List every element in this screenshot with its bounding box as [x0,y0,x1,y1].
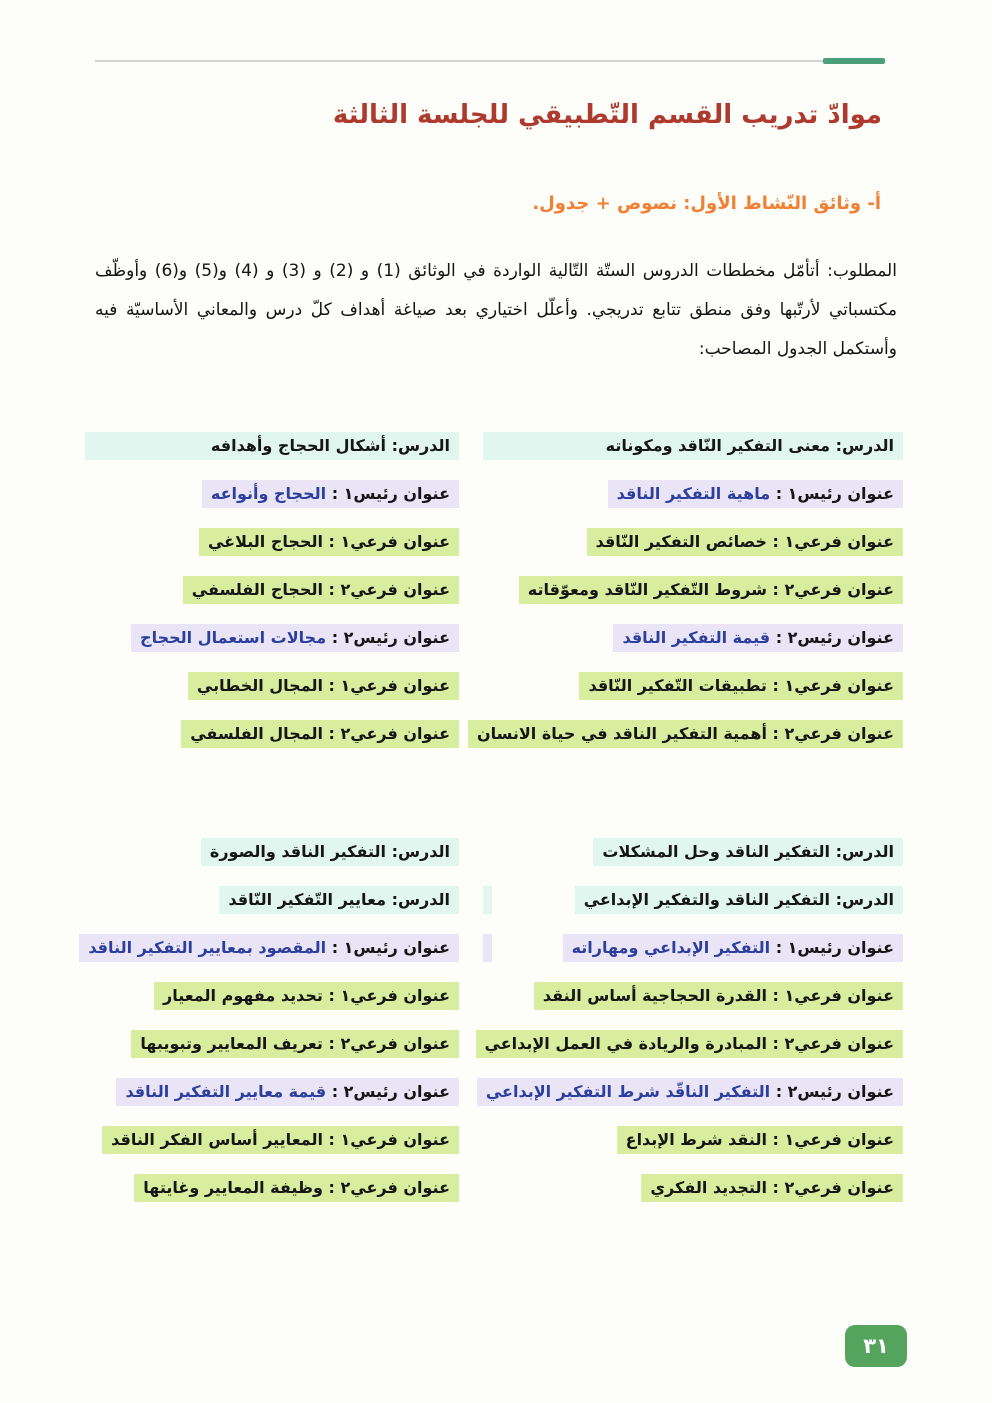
row-label: الدرس: [835,436,894,455]
highlight-band [613,624,903,652]
row-label: عنوان فرعي٢ : [772,724,894,743]
row-label: عنوان فرعي١ : [328,986,450,1005]
row-value: التجديد الفكري [650,1178,767,1197]
highlight-band [131,1030,459,1058]
top-divider [95,60,885,62]
outline-row-main [483,934,903,962]
outline-row-lesson [79,838,459,866]
highlight-band [587,528,903,556]
outline-row-sub [483,672,903,700]
outline-row-sub [79,982,459,1010]
row-label: عنوان فرعي١ : [772,676,894,695]
row-value: المقصود بمعايير التفكير الناقد [88,938,327,957]
page-number-badge: ٣١ [845,1325,907,1367]
row-value: شروط التّفكير النّاقد ومعوّقاته [527,580,767,599]
lesson-outline-groups [85,432,903,1202]
outline-column-left [85,432,459,748]
row-label: عنوان رئيس٢ : [331,1082,450,1101]
highlight-band [202,480,459,508]
highlight-band [199,528,459,556]
highlight-band [201,838,459,866]
row-label: عنوان فرعي١ : [772,1130,894,1149]
row-label: عنوان فرعي٢ : [772,1178,894,1197]
row-value: الحجاج وأنواعه [210,484,327,503]
outline-row-sub [483,528,903,556]
row-value: أهمية التفكير الناقد في حياة الانسان [476,724,767,743]
highlight-band [181,720,459,748]
outline-row-main [85,480,459,508]
row-value: قيمة التفكير الناقد [622,628,771,647]
row-value: أشكال الحجاج وأهدافه [210,436,386,455]
highlight-band [188,672,459,700]
row-label: الدرس: [391,890,450,909]
outline-row-lesson [79,886,459,914]
row-label: عنوان فرعي٢ : [772,580,894,599]
highlight-band [641,1174,903,1202]
row-label: عنوان فرعي١ : [772,986,894,1005]
outline-row-sub [85,720,459,748]
row-label: الدرس: [391,436,450,455]
row-value: التفكير الناقد والتفكير الإبداعي [583,890,830,909]
outline-row-sub [483,1126,903,1154]
outline-row-sub [85,672,459,700]
row-value: تعريف المعايير وتبويبها [140,1034,323,1053]
row-label: عنوان رئيس١ : [331,938,450,957]
row-label: عنوان رئيس١ : [331,484,450,503]
highlight-band [183,576,459,604]
outline-row-main [483,624,903,652]
highlight-band [468,720,903,748]
row-label: عنوان رئيس٢ : [331,628,450,647]
page-title: موادّ تدريب القسم التّطبيقي للجلسة الثالثة [332,100,882,130]
outline-row-lesson [483,432,903,460]
highlight-band [477,1078,903,1106]
lesson-outline-group [85,838,903,1202]
row-label: الدرس: [835,842,894,861]
highlight-band [608,480,903,508]
outline-row-sub [85,528,459,556]
outline-row-main [483,480,903,508]
row-value: قيمة معايير التفكير الناقد [125,1082,327,1101]
highlight-band [593,838,903,866]
row-value: خصائص التفكير النّاقد [595,532,767,551]
outline-row-sub [79,1126,459,1154]
row-value: المجال الخطابي [196,676,323,695]
highlight-band [154,982,459,1010]
highlight-band [476,1030,903,1058]
outline-row-sub [483,1030,903,1058]
row-label: عنوان فرعي٢ : [328,1178,450,1197]
highlight-band [131,624,459,652]
outline-row-main [79,1078,459,1106]
highlight-band [483,432,903,460]
outline-row-main [79,934,459,962]
outline-row-main [85,624,459,652]
row-label: عنوان فرعي١ : [772,532,894,551]
row-value: التفكير الإبداعي ومهاراته [571,938,771,957]
highlight-band [79,934,459,962]
row-value: معايير التّفكير النّاقد [228,890,386,909]
outline-row-main [483,1078,903,1106]
row-value: وظيفة المعايير وغايتها [143,1178,323,1197]
row-value: تحديد مفهوم المعيار [163,986,323,1005]
outline-row-sub [85,576,459,604]
intro-paragraph: المطلوب: أتأمّل مخططات الدروس الستّة التّالية الواردة في الوثائق (1) و (2) و (3) و (4) و(5) و(6) وأوظّف مكتسباتي لأرتّبها وفق منطق تتابع تدريجي. وأعلّل اختياري بعد صياغة أهداف كلّ درس والمعاني الأساسيّة فيه وأستكمل الجدول المصاحب: [95,261,897,360]
row-label: عنوان رئيس١ : [775,484,894,503]
row-label: الدرس: [391,842,450,861]
row-value: القدرة الحجاجية أساس النقد [542,986,767,1005]
row-label: عنوان رئيس٢ : [775,628,894,647]
row-value: التفكير الناقد والصورة [209,842,386,861]
row-value: التفكير الناقد وحل المشكلات [602,842,830,861]
outline-row-lesson [483,886,903,914]
top-divider-accent [823,58,885,64]
row-label: عنوان فرعي٢ : [328,1034,450,1053]
row-label: عنوان رئيس٢ : [775,1082,894,1101]
outline-column-left [79,838,459,1202]
row-value: التفكير الناقّد شرط التفكير الإبداعي [485,1082,771,1101]
outline-row-sub [483,982,903,1010]
outline-row-lesson [85,432,459,460]
row-label: الدرس: [835,890,894,909]
outline-column-right [483,838,903,1202]
row-value: تطبيقات التّفكير النّاقد [588,676,767,695]
highlight-band [579,672,903,700]
row-label: عنوان فرعي١ : [328,1130,450,1149]
row-label: عنوان فرعي٢ : [772,1034,894,1053]
outline-row-sub [79,1030,459,1058]
row-label: عنوان فرعي١ : [328,532,450,551]
highlight-band [519,576,903,604]
row-label: عنوان فرعي٢ : [328,580,450,599]
lesson-outline-group [85,432,903,748]
row-value: المعايير أساس الفكر الناقد [111,1130,323,1149]
row-label: عنوان فرعي١ : [328,676,450,695]
highlight-band [85,432,459,460]
highlight-band [116,1078,459,1106]
highlight-band [617,1126,903,1154]
highlight-band [219,886,459,914]
highlight-band [102,1126,459,1154]
highlight-band [563,934,903,962]
row-value: المجال الفلسفي [190,724,323,743]
row-value: النقد شرط الإبداع [625,1130,767,1149]
highlight-band [534,982,903,1010]
outline-row-sub [483,576,903,604]
row-label: عنوان رئيس١ : [775,938,894,957]
highlight-band [575,886,903,914]
row-value: الحجاج الفلسفي [191,580,323,599]
row-value: مجالات استعمال الحجاج [140,628,327,647]
row-value: ماهية التفكير الناقد [616,484,771,503]
outline-row-sub [483,1174,903,1202]
outline-row-sub [79,1174,459,1202]
row-label: عنوان فرعي٢ : [328,724,450,743]
outline-row-lesson [483,838,903,866]
row-value: المبادرة والريادة في العمل الإبداعي [484,1034,767,1053]
highlight-band [134,1174,459,1202]
row-value: الحجاج البلاغي [207,532,323,551]
row-value: معنى التفكير النّاقد ومكوناته [605,436,830,455]
outline-column-right [476,432,903,748]
activity-subtitle: أ- وثائق النّشاط الأول: نصوص + جدول. [532,193,881,214]
outline-row-sub [476,720,903,748]
